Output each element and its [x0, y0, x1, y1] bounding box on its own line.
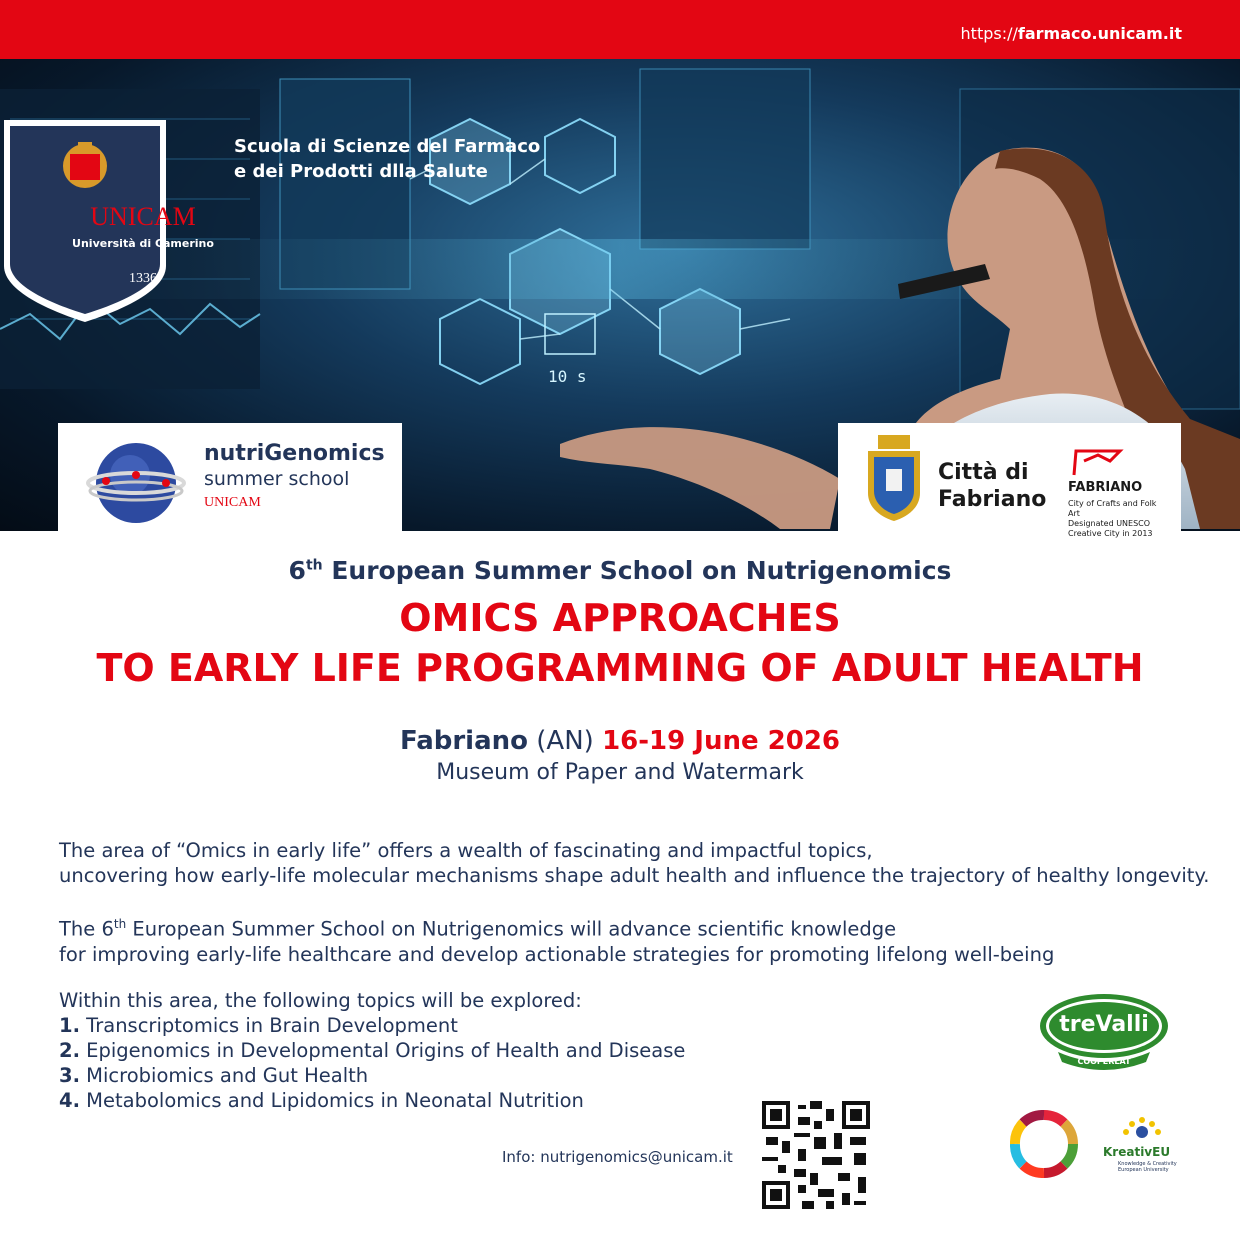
top-red-bar [0, 0, 1240, 59]
fabriano-caption-2: Designated UNESCO [1068, 519, 1151, 528]
list-item [59, 1038, 685, 1063]
url-domain: farmaco.unicam.it [1017, 24, 1182, 43]
title-line-1: OMICS APPROACHES [399, 596, 841, 640]
topic-number: 3. [59, 1064, 80, 1087]
school-line-1: Scuola di Scienze del Farmaco [234, 136, 541, 157]
trevalli-name: treValli [1059, 1012, 1149, 1037]
citta-line-2: Fabriano [938, 487, 1047, 512]
list-item [59, 1013, 685, 1038]
citta-di-fabriano [938, 459, 1046, 513]
event-city: Fabriano [399, 726, 529, 756]
topic-text: Epigenomics in Developmental Origins of Health and Disease [79, 1039, 686, 1062]
fabriano-mark-icon [1070, 447, 1126, 477]
url-prefix: https:// [960, 24, 1018, 43]
svg-text:10 s: 10 s [548, 367, 587, 386]
title-line-2: TO EARLY LIFE PROGRAMMING OF ADULT HEALTH [96, 646, 1144, 690]
nutrigenomics-sub: summer school [204, 468, 350, 490]
edition-number: 6 [288, 556, 306, 585]
fabriano-caption [1068, 499, 1168, 539]
nutrigenomics-logo [58, 423, 402, 531]
event-province: (AN) [528, 726, 603, 756]
topic-number: 1. [59, 1014, 80, 1037]
nutrigenomics-name: nutriGenomics [204, 441, 385, 466]
qr-code[interactable] [762, 1101, 870, 1209]
trevalli-sub: COOPERLAT [1077, 1057, 1131, 1066]
event-venue: Museum of Paper and Watermark [436, 760, 804, 785]
topic-text: Microbiomics and Gut Health [79, 1064, 369, 1087]
shield-subtitle: Università di Camerino [72, 237, 214, 250]
list-item [59, 1088, 685, 1113]
fabriano-caption-1: City of Crafts and Folk Art [1068, 499, 1157, 518]
sdg-wheel-icon [1010, 1110, 1078, 1178]
kreativeu-name: KreativEU [1103, 1145, 1171, 1159]
mission-line-1 [59, 912, 1054, 942]
citta-line-1: Città di [938, 460, 1029, 485]
globe-icon [86, 439, 186, 525]
topics-list [59, 1013, 685, 1113]
intro-line-2: uncovering how early-life molecular mechanisms shape adult health and influence the trajectory of healthy longevity. [59, 864, 1210, 887]
fabriano-crest-icon [862, 433, 926, 523]
school-name [234, 134, 540, 184]
mission-text: European Summer School on Nutrigenomics will advance scientific knowledge [126, 917, 897, 941]
edition-suffix: th [305, 557, 323, 574]
event-dates: 16-19 June 2026 [602, 726, 841, 756]
list-item [59, 1063, 685, 1088]
nutrigenomics-uni: UNICAM [204, 495, 261, 510]
edition-text: European Summer School on Nutrigenomics [322, 556, 952, 585]
intro-line-1: The area of “Omics in early life” offers a wealth of fascinating and impactful topics, [59, 839, 873, 862]
shield-year: 1336 [129, 271, 157, 286]
fabriano-name: FABRIANO [1068, 480, 1143, 495]
topic-number: 2. [59, 1039, 80, 1062]
mission-line-2: for improving early-life healthcare and develop actionable strategies for promoting lifelong well-being [59, 942, 1055, 966]
fabriano-caption-3: Creative City in 2013 [1068, 529, 1153, 538]
edition-heading [0, 556, 1240, 585]
mission-paragraph [59, 912, 1054, 967]
mission-prefix: The 6 [59, 917, 114, 941]
contact-info[interactable]: Info: nutrigenomics@unicam.it [502, 1148, 733, 1166]
kreativeu-sub: Knowledge & Creativity European University [1118, 1161, 1177, 1173]
school-line-2: e dei Prodotti dlla Salute [234, 161, 488, 182]
topic-text: Transcriptomics in Brain Development [79, 1014, 458, 1037]
event-location-date [0, 726, 1240, 756]
topic-number: 4. [59, 1089, 80, 1112]
fabriano-logos [838, 423, 1181, 538]
mission-suffix: th [113, 917, 127, 931]
website-url[interactable] [961, 24, 1182, 43]
intro-paragraph [59, 838, 1209, 888]
topic-text: Metabolomics and Lipidomics in Neonatal Nutrition [79, 1089, 584, 1112]
shield-name: UNICAM [90, 202, 196, 231]
topics-intro: Within this area, the following topics will be explored: [59, 989, 582, 1012]
